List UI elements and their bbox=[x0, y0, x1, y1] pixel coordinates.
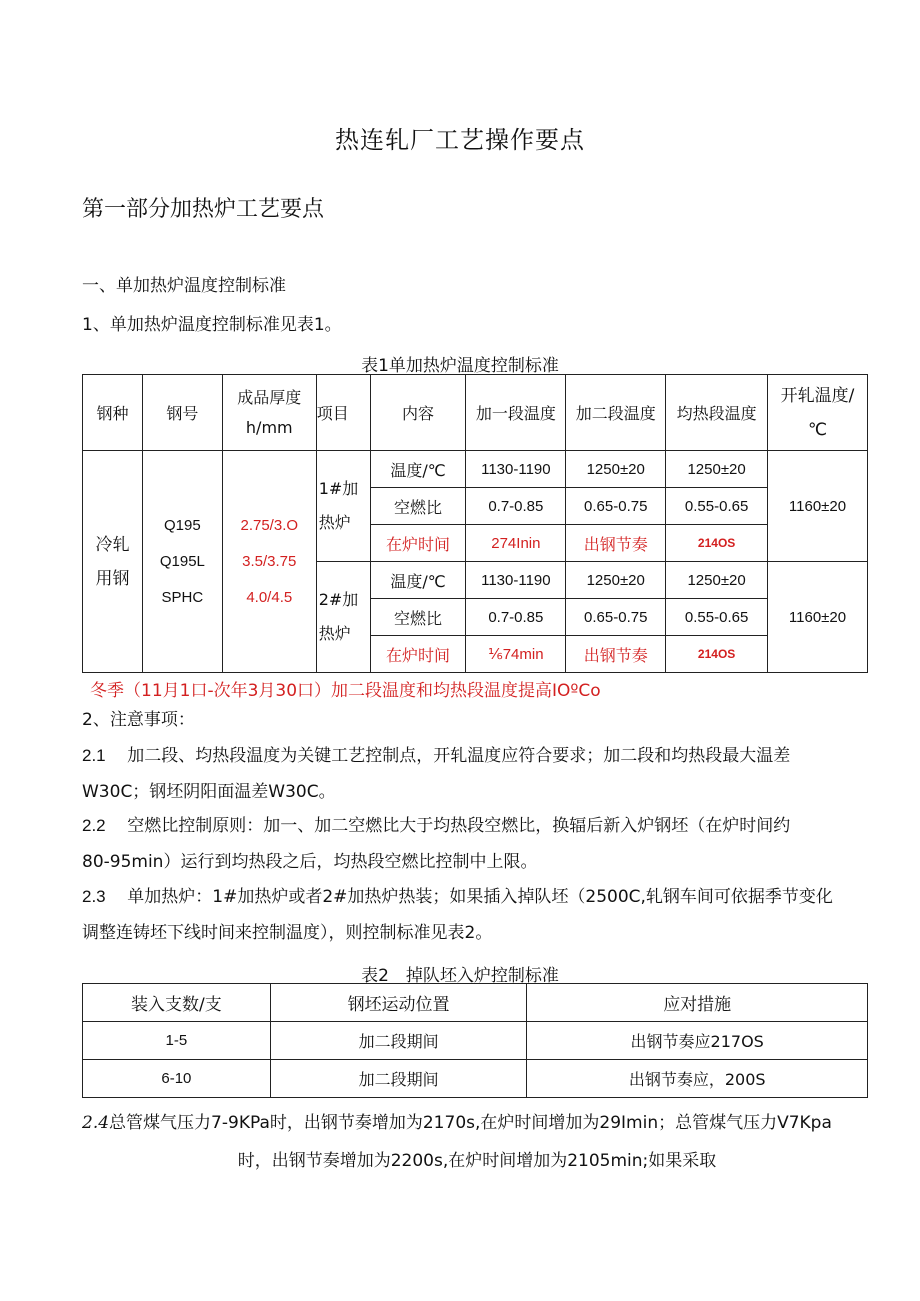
f2-r1-zone1: 1130-1190 bbox=[466, 562, 566, 599]
furnace2-name: 2#加热炉 bbox=[316, 562, 370, 673]
th-steel-type: 钢种 bbox=[83, 375, 143, 451]
note-2-4 bbox=[82, 1104, 872, 1180]
grade-3: SPHC bbox=[161, 588, 204, 606]
th-zone1: 加一段温度 bbox=[466, 375, 566, 451]
grade-1: Q195 bbox=[164, 516, 201, 534]
note-2-4-cont: 时，出钢节奏增加为2200s,在炉时间增加为2105min;如果采取 bbox=[237, 1151, 717, 1171]
t2-th-count: 装入支数/支 bbox=[83, 984, 271, 1022]
f1-r1-zone1: 1130-1190 bbox=[466, 451, 566, 488]
t2-r2-count: 6-10 bbox=[83, 1060, 271, 1098]
thickness-3: 4.0/4.5 bbox=[246, 588, 293, 606]
f1-r1-soak: 1250±20 bbox=[666, 451, 768, 488]
winter-note: 冬季（11月1口-次年3月30口）加二段温度和均热段温度提高IOºCo bbox=[90, 681, 601, 701]
f2-r1-zone2: 1250±20 bbox=[566, 562, 666, 599]
thickness-2: 3.5/3.75 bbox=[242, 552, 297, 570]
section1-heading: 一、单加热炉温度控制标准 bbox=[82, 276, 286, 296]
f2-r2-content: 空燃比 bbox=[370, 599, 466, 636]
t2-r1-count: 1-5 bbox=[83, 1022, 271, 1060]
note-2-2-cont: 80-95min）运行到均热段之后，均热段空燃比控制中上限。 bbox=[82, 852, 538, 872]
th-item: 项目 bbox=[316, 375, 370, 451]
f2-r2-zone2: 0.65-0.75 bbox=[566, 599, 666, 636]
note-2-2-text: 空燃比控制原则：加一、加二空燃比大于均热段空燃比，换辐后新入炉钢坯（在炉时间约 bbox=[127, 816, 791, 836]
f1-r1-zone2: 1250±20 bbox=[566, 451, 666, 488]
t2-r1-position: 加二段期间 bbox=[270, 1022, 527, 1060]
f2-r2-zone1: 0.7-0.85 bbox=[466, 599, 566, 636]
th-content: 内容 bbox=[370, 375, 466, 451]
th-soak: 均热段温度 bbox=[666, 375, 768, 451]
grade-cell bbox=[142, 451, 222, 673]
th-rolling: 开轧温度/℃ bbox=[768, 375, 868, 451]
thickness-cell bbox=[222, 451, 316, 673]
f1-r1-content: 温度/℃ bbox=[370, 451, 466, 488]
note-2-1-num: 2.1 bbox=[82, 746, 106, 765]
table1 bbox=[82, 374, 868, 673]
grade-2: Q195L bbox=[159, 552, 205, 570]
note-2-1 bbox=[82, 738, 867, 810]
table2-caption: 表2 掉队坯入炉控制标准 bbox=[361, 966, 559, 986]
f2-r1-soak: 1250±20 bbox=[666, 562, 768, 599]
note-2-2 bbox=[82, 808, 867, 880]
note-2-1-cont: W30C；钢坯阴阳面温差W30C。 bbox=[82, 782, 336, 802]
th-zone2: 加二段温度 bbox=[566, 375, 666, 451]
f1-r2-zone1: 0.7-0.85 bbox=[466, 488, 566, 525]
th-thickness: 成品厚度h/mm bbox=[222, 375, 316, 451]
note-2-3-cont: 调整连铸坯下线时间来控制温度），则控制标准见表2。 bbox=[82, 923, 493, 943]
steel-type-cell: 冷轧用钢 bbox=[83, 451, 143, 673]
t2-r2-measure: 出钢节奏应，200S bbox=[527, 1060, 868, 1098]
thickness-1: 2.75/3.O bbox=[240, 516, 299, 534]
part-title: 第一部分加热炉工艺要点 bbox=[82, 197, 325, 222]
f2-r2-soak: 0.55-0.65 bbox=[666, 599, 768, 636]
f1-r3-soak: 214OS bbox=[666, 525, 768, 562]
f2-rolling: 1160±20 bbox=[768, 562, 868, 673]
f2-r3-zone2: 出钢节奏 bbox=[566, 636, 666, 673]
item2-text: 2、注意事项： bbox=[82, 710, 195, 730]
note-2-1-text: 加二段、均热段温度为关键工艺控制点，开轧温度应符合要求；加二段和均热段最大温差 bbox=[127, 746, 791, 766]
note-2-4-num: 2.4 bbox=[82, 1113, 110, 1133]
f1-r2-content: 空燃比 bbox=[370, 488, 466, 525]
t2-th-measure: 应对措施 bbox=[527, 984, 868, 1022]
note-2-4-text: 总管煤气压力7-9KPa时，出钢节奏增加为2170s,在炉时间增加为29Imin；总管煤气压力V7Kpa bbox=[109, 1113, 832, 1133]
t2-r2-position: 加二段期间 bbox=[270, 1060, 527, 1098]
f1-r3-zone1: 274Inin bbox=[466, 525, 566, 562]
f2-r1-content: 温度/℃ bbox=[370, 562, 466, 599]
f1-r2-zone2: 0.65-0.75 bbox=[566, 488, 666, 525]
f1-rolling: 1160±20 bbox=[768, 451, 868, 562]
furnace1-name: 1#加热炉 bbox=[316, 451, 370, 562]
note-2-3-num: 2.3 bbox=[82, 887, 106, 906]
t2-th-position: 钢坯运动位置 bbox=[270, 984, 527, 1022]
f1-r2-soak: 0.55-0.65 bbox=[666, 488, 768, 525]
item1-text: 1、单加热炉温度控制标准见表1。 bbox=[82, 315, 342, 335]
doc-title: 热连轧厂工艺操作要点 bbox=[335, 126, 585, 154]
table2 bbox=[82, 983, 868, 1098]
th-grade: 钢号 bbox=[142, 375, 222, 451]
f2-r3-content: 在炉时间 bbox=[370, 636, 466, 673]
f1-r3-zone2: 出钢节奏 bbox=[566, 525, 666, 562]
f1-r3-content: 在炉时间 bbox=[370, 525, 466, 562]
table1-caption: 表1单加热炉温度控制标准 bbox=[361, 356, 559, 376]
note-2-3 bbox=[82, 879, 867, 951]
f2-r3-zone1: ⅙74min bbox=[466, 636, 566, 673]
note-2-3-text: 单加热炉：1#加热炉或者2#加热炉热装；如果插入掉队坯（2500C,轧钢车间可依据季节变化 bbox=[127, 887, 833, 907]
f2-r3-soak: 214OS bbox=[666, 636, 768, 673]
note-2-2-num: 2.2 bbox=[82, 816, 106, 835]
t2-r1-measure: 出钢节奏应217OS bbox=[527, 1022, 868, 1060]
